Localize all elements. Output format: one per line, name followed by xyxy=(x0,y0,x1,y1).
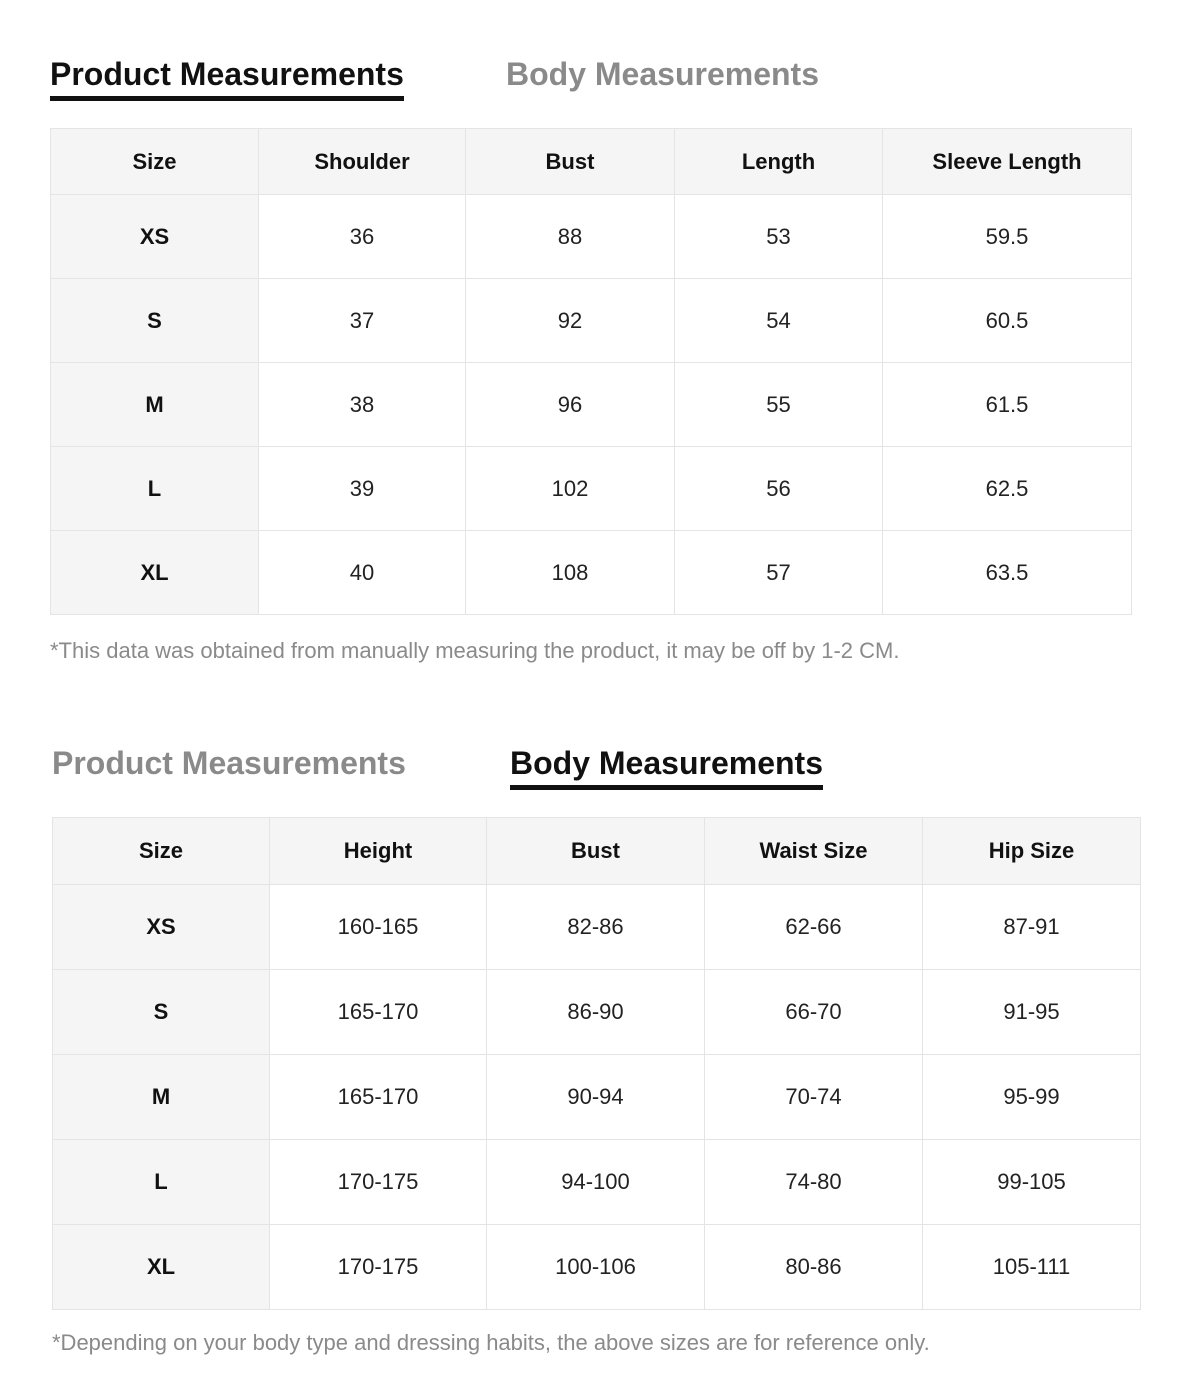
table-row xyxy=(53,1225,1141,1310)
table-row xyxy=(51,279,1132,363)
table-cell: 82-86 xyxy=(487,885,705,970)
table-row xyxy=(53,970,1141,1055)
table-cell: 40 xyxy=(259,531,466,615)
table-cell: 102 xyxy=(466,447,675,531)
table-cell: 66-70 xyxy=(705,970,923,1055)
table-cell: 57 xyxy=(675,531,883,615)
table-cell: 74-80 xyxy=(705,1140,923,1225)
column-header: Hip Size xyxy=(923,818,1141,885)
column-header: Height xyxy=(270,818,487,885)
size-label: XL xyxy=(51,531,259,615)
table-row xyxy=(53,1140,1141,1225)
table-cell: 55 xyxy=(675,363,883,447)
table-cell: 37 xyxy=(259,279,466,363)
table-cell: 170-175 xyxy=(270,1140,487,1225)
size-label: XS xyxy=(53,885,270,970)
body-size-table xyxy=(52,817,1141,1310)
table-row xyxy=(53,1055,1141,1140)
size-label: S xyxy=(51,279,259,363)
table-header-row xyxy=(53,818,1141,885)
product-size-table xyxy=(50,128,1132,615)
table-cell: 86-90 xyxy=(487,970,705,1055)
size-label: L xyxy=(51,447,259,531)
column-header: Size xyxy=(53,818,270,885)
table-cell: 165-170 xyxy=(270,1055,487,1140)
table-cell: 160-165 xyxy=(270,885,487,970)
table-row xyxy=(51,195,1132,279)
table-cell: 95-99 xyxy=(923,1055,1141,1140)
table-cell: 88 xyxy=(466,195,675,279)
table-cell: 80-86 xyxy=(705,1225,923,1310)
table-cell: 59.5 xyxy=(883,195,1132,279)
table-cell: 62-66 xyxy=(705,885,923,970)
table-cell: 92 xyxy=(466,279,675,363)
table-cell: 63.5 xyxy=(883,531,1132,615)
tab-body-measurements[interactable]: Body Measurements xyxy=(506,56,819,92)
table-cell: 70-74 xyxy=(705,1055,923,1140)
table-cell: 53 xyxy=(675,195,883,279)
size-label: XS xyxy=(51,195,259,279)
size-label: M xyxy=(53,1055,270,1140)
column-header: Bust xyxy=(487,818,705,885)
body-measurements-section xyxy=(0,700,1200,1400)
size-label: M xyxy=(51,363,259,447)
column-header: Size xyxy=(51,129,259,195)
size-label: XL xyxy=(53,1225,270,1310)
table-cell: 87-91 xyxy=(923,885,1141,970)
table-cell: 105-111 xyxy=(923,1225,1141,1310)
table-row xyxy=(51,531,1132,615)
table-row xyxy=(51,363,1132,447)
table-cell: 61.5 xyxy=(883,363,1132,447)
table-row xyxy=(53,885,1141,970)
table-cell: 94-100 xyxy=(487,1140,705,1225)
body-measurement-note: *Depending on your body type and dressing habits, the above sizes are for reference only. xyxy=(52,1330,930,1355)
table-cell: 165-170 xyxy=(270,970,487,1055)
table-cell: 99-105 xyxy=(923,1140,1141,1225)
tab-product-measurements[interactable]: Product Measurements xyxy=(50,54,404,101)
table-cell: 60.5 xyxy=(883,279,1132,363)
table-cell: 38 xyxy=(259,363,466,447)
table-row xyxy=(51,447,1132,531)
column-header: Waist Size xyxy=(705,818,923,885)
table-cell: 36 xyxy=(259,195,466,279)
product-measurement-note: *This data was obtained from manually measuring the product, it may be off by 1-2 CM. xyxy=(50,638,900,663)
table-cell: 108 xyxy=(466,531,675,615)
table-cell: 96 xyxy=(466,363,675,447)
table-cell: 100-106 xyxy=(487,1225,705,1310)
column-header: Bust xyxy=(466,129,675,195)
table-cell: 91-95 xyxy=(923,970,1141,1055)
table-cell: 62.5 xyxy=(883,447,1132,531)
tab-body-measurements[interactable]: Body Measurements xyxy=(510,743,823,790)
table-cell: 90-94 xyxy=(487,1055,705,1140)
table-header-row xyxy=(51,129,1132,195)
table-cell: 39 xyxy=(259,447,466,531)
column-header: Shoulder xyxy=(259,129,466,195)
table-cell: 54 xyxy=(675,279,883,363)
column-header: Length xyxy=(675,129,883,195)
tab-product-measurements[interactable]: Product Measurements xyxy=(52,745,406,781)
table-cell: 170-175 xyxy=(270,1225,487,1310)
size-label: L xyxy=(53,1140,270,1225)
table-cell: 56 xyxy=(675,447,883,531)
size-label: S xyxy=(53,970,270,1055)
column-header: Sleeve Length xyxy=(883,129,1132,195)
